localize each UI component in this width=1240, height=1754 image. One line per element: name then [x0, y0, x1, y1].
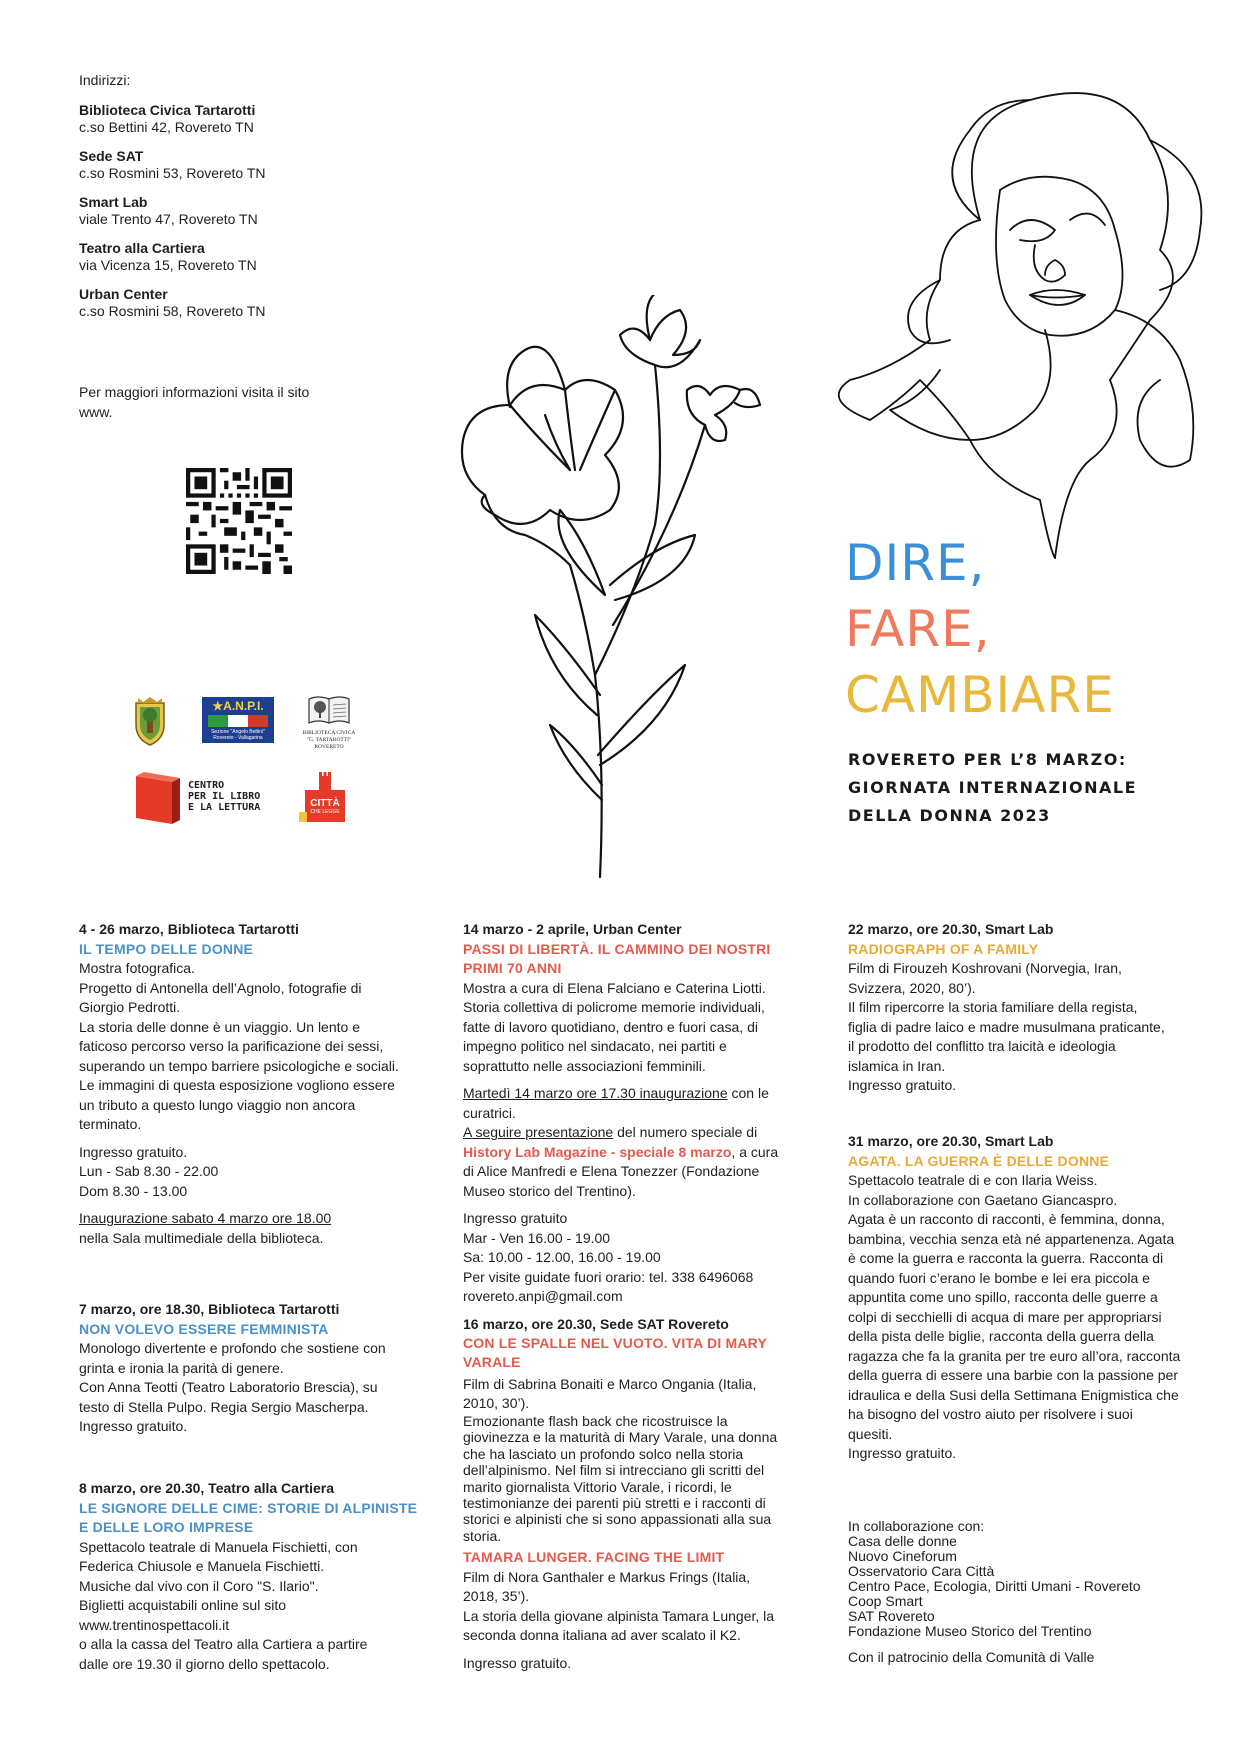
event-title: PASSI DI LIBERTÀ. IL CAMMINO DEI NOSTRI: [463, 940, 771, 957]
event-text: della pista delle biglie, racconta della guerra della: [848, 1328, 1154, 1344]
events-column-1c: [79, 1479, 419, 1674]
event-title: RADIOGRAPH OF A FAMILY: [848, 940, 1039, 957]
events-column-2c: [463, 1548, 803, 1673]
event-text: Svizzera, 2020, 80’).: [848, 979, 976, 996]
title-line-dire: DIRE,: [845, 534, 986, 592]
address-street: c.so Bettini 42, Rovereto TN: [79, 119, 254, 135]
event-text: Federica Chiusole e Manuela Fischietti.: [79, 1558, 325, 1574]
event-text: che ha lasciato un profondo solco nella storia: [463, 1445, 744, 1462]
magazine-highlight: History Lab Magazine - speciale 8 marzo: [463, 1143, 732, 1160]
title-line-fare: FARE,: [845, 600, 991, 658]
flower-line-art: [455, 295, 795, 880]
events-column-3b: [848, 1132, 1208, 1464]
event-title: E DELLE LORO IMPRESE: [79, 1519, 254, 1535]
event-text: il prodotto del conflitto tra laicità e ideologia: [848, 1038, 1116, 1054]
event-text: Ingresso gratuito.: [463, 1654, 572, 1671]
event-text: Film di Sabrina Bonaiti e Marco Ongania (Italia,: [463, 1376, 757, 1392]
events-column-1: [79, 920, 409, 1248]
anpi-sub: Sezione "Angelo Bettini": [211, 729, 265, 735]
event-text: Le immagini di questa esposizione vogliono essere: [79, 1077, 395, 1093]
event-text: nella Sala multimediale della biblioteca.: [79, 1229, 324, 1246]
event-text-underlined: Inaugurazione sabato 4 marzo ore 18.00: [79, 1210, 332, 1226]
event-text: Ingresso gratuito.: [848, 1445, 957, 1461]
event-tamara-lunger: [463, 1548, 803, 1673]
event-date: 7 marzo, ore 18.30, Biblioteca Tartarotti: [79, 1301, 340, 1317]
subtitle-line: GIORNATA INTERNAZIONALE: [848, 778, 1137, 797]
event-text: giovinezza e la maturità di Mary Varale, una donna: [463, 1429, 778, 1446]
address-name: Urban Center: [79, 286, 168, 302]
events-column-2: [463, 920, 803, 1307]
event-text: è come la guerra e racconta la guerra. Racconta di: [848, 1250, 1164, 1266]
event-text: Film di Firouzeh Koshrovani (Norvegia, Iran,: [848, 960, 1122, 976]
title-block: [845, 530, 1145, 728]
event-text-inline: con le: [727, 1085, 769, 1101]
event-text: 2010, 30’).: [463, 1395, 530, 1411]
event-text: testimonianze dei parenti più stretti e i racconti di: [463, 1495, 766, 1512]
event-text: Ingresso gratuito.: [79, 1143, 188, 1160]
biblio-text: ROVERETO: [314, 744, 344, 750]
event-text: appuntita come uno spillo, racconta delle guerre a: [848, 1289, 1158, 1305]
event-text: terminato.: [79, 1116, 142, 1132]
address-name: Teatro alla Cartiera: [79, 240, 205, 256]
event-title: NON VOLEVO ESSERE FEMMINISTA: [79, 1320, 329, 1337]
event-text: storia.: [463, 1527, 502, 1544]
event-text: Sa: 10.00 - 12.00, 16.00 - 19.00: [463, 1249, 661, 1265]
event-text: storici e alpinisti che si sono appassionati alla sua: [463, 1511, 772, 1528]
event-text: dell’alpinismo. Nel film si intrecciano gli scritti del: [463, 1462, 765, 1479]
event-text: ragazza che fa la granita per tre euro all’ora, racconta: [848, 1347, 1181, 1364]
citta-yellow-accent: [299, 812, 307, 822]
event-text: Ingresso gratuito.: [79, 1418, 188, 1434]
events-column-1b: [79, 1300, 409, 1437]
collab-item: Coop Smart: [848, 1593, 923, 1609]
event-text: La storia delle donne è un viaggio. Un lento e: [79, 1018, 360, 1035]
events-column-2b: [463, 1315, 803, 1544]
flag-white: [228, 715, 248, 727]
event-text: Progetto di Antonella dell’Agnolo, fotografie di: [79, 979, 362, 996]
citta-badge: [305, 790, 345, 822]
event-text: Con Anna Teotti (Teatro Laboratorio Brescia), su: [79, 1379, 378, 1395]
centro-line: E LA LETTURA: [188, 802, 261, 813]
woman-face-line-art: [830, 80, 1220, 560]
centro-libro-lettura-logo: [134, 772, 274, 826]
address-item: [79, 286, 379, 320]
collab-item: Osservatorio Cara Città: [848, 1563, 995, 1579]
info-url[interactable]: www.: [79, 404, 113, 420]
collab-item: Centro Pace, Ecologia, Diritti Umani - Rovereto: [848, 1578, 1141, 1594]
collaborations: [848, 1519, 1208, 1665]
event-text: 2018, 35’).: [463, 1588, 530, 1604]
event-text: o alla la cassa del Teatro alla Cartiera a partire: [79, 1636, 368, 1652]
biblioteca-tartarotti-logo: [300, 693, 358, 749]
anpi-flag: [208, 715, 268, 727]
event-text: della guerra di essere una barbie con la passione per: [848, 1367, 1178, 1383]
event-date: 16 marzo, ore 20.30, Sede SAT Rovereto: [463, 1316, 729, 1332]
event-title: VARALE: [463, 1354, 521, 1370]
event-tempo-delle-donne: [79, 920, 409, 1248]
citta-text: CITTÀ: [310, 798, 340, 809]
event-title: LE SIGNORE DELLE CIME: STORIE DI ALPINISTE: [79, 1499, 418, 1516]
event-text: Mostra fotografica.: [79, 960, 195, 976]
event-text: Agata è un racconto di racconti, è femmina, donna,: [848, 1211, 1165, 1227]
event-date: 4 - 26 marzo, Biblioteca Tartarotti: [79, 921, 299, 937]
anpi-logo: [202, 697, 274, 743]
event-date: 22 marzo, ore 20.30, Smart Lab: [848, 921, 1054, 937]
event-text: Il film ripercorre la storia familiare della regista,: [848, 999, 1138, 1015]
event-text: Emozionante flash back che ricostruisce la: [463, 1413, 728, 1429]
presentazione-text: A seguire presentazione: [463, 1124, 614, 1140]
event-text: fatte di lavoro quotidiano, dentro e fuori casa, di: [463, 1018, 758, 1035]
event-text: Storia collettiva di policrome memorie individuali,: [463, 999, 765, 1015]
event-text: Spettacolo teatrale di e con Ilaria Weiss.: [848, 1172, 1098, 1188]
biblio-text: "G. TARTAROTTI": [306, 737, 352, 743]
event-text: Musiche dal vivo con il Coro "S. Ilario".: [79, 1577, 319, 1594]
event-text: superando un tempo barriere psicologiche e sociali.: [79, 1057, 399, 1074]
anpi-logo-text: ★A.N.P.I.: [212, 699, 264, 713]
event-title: PRIMI 70 ANNI: [463, 960, 562, 976]
event-text: Museo storico del Trentino).: [463, 1182, 636, 1199]
collab-item: Fondazione Museo Storico del Trentino: [848, 1623, 1092, 1639]
event-date: 14 marzo - 2 aprile, Urban Center: [463, 921, 682, 937]
event-agata: [848, 1132, 1208, 1464]
events-column-3: [848, 920, 1198, 1096]
address-item: [79, 102, 379, 136]
event-text: di Alice Manfredi e Elena Tonezzer (Fondazione: [463, 1163, 760, 1179]
event-text: quesiti.: [848, 1425, 893, 1442]
rovereto-coat-of-arms-logo: [130, 695, 170, 747]
event-text: islamica in Iran.: [848, 1057, 946, 1074]
event-text: Per visite guidate fuori orario: tel. 338 6496068: [463, 1268, 754, 1285]
collab-item: SAT Rovereto: [848, 1608, 935, 1624]
event-text: impegno politico nel sindacato, nei partiti e: [463, 1038, 727, 1054]
event-text: [463, 1143, 803, 1163]
event-text: Ingresso gratuito.: [848, 1077, 957, 1093]
subtitle-block: [848, 746, 1198, 830]
event-text: Lun - Sab 8.30 - 22.00: [79, 1163, 219, 1179]
anpi-sub: Rovereto - Vallagarina: [213, 735, 263, 741]
event-text: bambina, vecchia senza età né appartenenza. Agata: [848, 1230, 1175, 1247]
event-title: CON LE SPALLE NEL VUOTO. VITA DI MARY: [463, 1335, 768, 1351]
address-item: [79, 240, 379, 274]
event-text: testo di Stella Pulpo. Regia Sergio Mascherpa.: [79, 1398, 369, 1415]
citta-che-legge-logo: [299, 772, 349, 824]
biblio-text: BIBLIOTECA CIVICA: [302, 730, 356, 736]
event-title: AGATA. LA GUERRA È DELLE DONNE: [848, 1152, 1110, 1169]
title-line-cambiare: CAMBIARE: [845, 666, 1115, 724]
event-text: figlia di padre laico e madre musulmana praticante,: [848, 1018, 1165, 1035]
event-passi-di-liberta: [463, 920, 803, 1307]
event-date: 8 marzo, ore 20.30, Teatro alla Cartiera: [79, 1480, 334, 1496]
addresses-section: [79, 72, 379, 332]
event-signore-delle-cime: [79, 1479, 419, 1674]
flag-red: [248, 715, 268, 727]
event-radiograph: [848, 920, 1198, 1096]
event-text: Mostra a cura di Elena Falciano e Caterina Liotti.: [463, 979, 766, 996]
event-text: grinta e ironia la parità di genere.: [79, 1359, 284, 1376]
event-title: TAMARA LUNGER. FACING THE LIMIT: [463, 1549, 725, 1565]
event-text: seconda donna italiana ad aver scalato il K2.: [463, 1627, 741, 1643]
event-text: faticoso percorso verso la parificazione dei sessi,: [79, 1038, 384, 1054]
event-text: Film di Nora Ganthaler e Markus Frings (Italia,: [463, 1568, 751, 1585]
event-text-inline: , a cura: [731, 1143, 779, 1160]
event-text: Ingresso gratuito: [463, 1210, 568, 1226]
patrocinio: Con il patrocinio della Comunità di Valle: [848, 1649, 1095, 1665]
event-spalle-nel-vuoto: [463, 1315, 803, 1544]
info-line: Per maggiori informazioni visita il sito: [79, 384, 310, 400]
event-text: soprattutto nelle associazioni femminili.: [463, 1057, 706, 1074]
collab-heading: In collaborazione con:: [848, 1518, 985, 1534]
citta-sub: CHE LEGGE: [310, 809, 340, 815]
event-title: IL TEMPO DELLE DONNE: [79, 940, 254, 957]
event-non-volevo: [79, 1300, 409, 1437]
event-text: quando fuori c’erano le bombe e lei era piccola e: [848, 1269, 1150, 1286]
red-book-icon: [134, 772, 182, 826]
address-name: Sede SAT: [79, 148, 144, 164]
addresses-heading: Indirizzi:: [79, 72, 131, 88]
event-text: un tributo a questo lungo viaggio non ancora: [79, 1096, 356, 1113]
event-text: Dom 8.30 - 13.00: [79, 1182, 188, 1199]
event-text: La storia della giovane alpinista Tamara Lunger, la: [463, 1607, 775, 1624]
event-text: Giorgio Pedrotti.: [79, 999, 181, 1015]
event-email[interactable]: rovereto.anpi@gmail.com: [463, 1288, 623, 1304]
address-name: Smart Lab: [79, 194, 148, 210]
event-text: marito giornalista Vittorio Varale, i ricordi, le: [463, 1478, 732, 1495]
address-street: c.so Rosmini 58, Rovereto TN: [79, 303, 266, 319]
centro-text: [188, 780, 260, 813]
event-text: curatrici.: [463, 1104, 516, 1121]
event-text: [463, 1123, 803, 1143]
event-link[interactable]: www.trentinospettacoli.it: [79, 1616, 230, 1633]
centro-line: PER IL LIBRO: [188, 791, 261, 802]
subtitle-line: DELLA DONNA 2023: [848, 806, 1051, 825]
qr-code[interactable]: [186, 468, 292, 574]
book-tree-icon: [306, 693, 352, 725]
address-street: c.so Rosmini 53, Rovereto TN: [79, 165, 266, 181]
flag-green: [208, 715, 228, 727]
event-text: idraulica e della Susi della Settimana Enigmistica che: [848, 1386, 1179, 1403]
event-date: 31 marzo, ore 20.30, Smart Lab: [848, 1133, 1054, 1149]
address-item: [79, 148, 379, 182]
collab-item: Casa delle donne: [848, 1533, 957, 1549]
event-text: colpi di secchielli di acqua di mare per appropriarsi: [848, 1308, 1162, 1325]
address-name: Biblioteca Civica Tartarotti: [79, 102, 256, 118]
event-text: ha bisogno del vostro aiuto per risolvere i suoi: [848, 1406, 1133, 1422]
info-text: [79, 382, 309, 422]
address-item: [79, 194, 379, 228]
subtitle-line: ROVERETO PER L’8 MARZO:: [848, 750, 1127, 769]
event-text: Biglietti acquistabili online sul sito: [79, 1597, 286, 1613]
event-text-inline: del numero speciale di: [613, 1124, 758, 1140]
event-text: [463, 1084, 803, 1104]
event-text: Monologo divertente e profondo che sostiene con: [79, 1340, 386, 1356]
event-text: In collaborazione con Gaetano Giancaspro.: [848, 1191, 1118, 1208]
address-street: viale Trento 47, Rovereto TN: [79, 211, 258, 227]
event-text: Spettacolo teatrale di Manuela Fischietti, con: [79, 1538, 358, 1555]
collab-item: Nuovo Cineforum: [848, 1548, 957, 1564]
address-street: via Vicenza 15, Rovereto TN: [79, 257, 257, 273]
castle-icon: [313, 772, 337, 792]
event-text: Mar - Ven 16.00 - 19.00: [463, 1229, 611, 1246]
centro-line: CENTRO: [188, 780, 225, 791]
inaugurazione-text: Martedì 14 marzo ore 17.30 inaugurazione: [463, 1085, 728, 1101]
event-text: dalle ore 19.30 il giorno dello spettacolo.: [79, 1655, 330, 1672]
